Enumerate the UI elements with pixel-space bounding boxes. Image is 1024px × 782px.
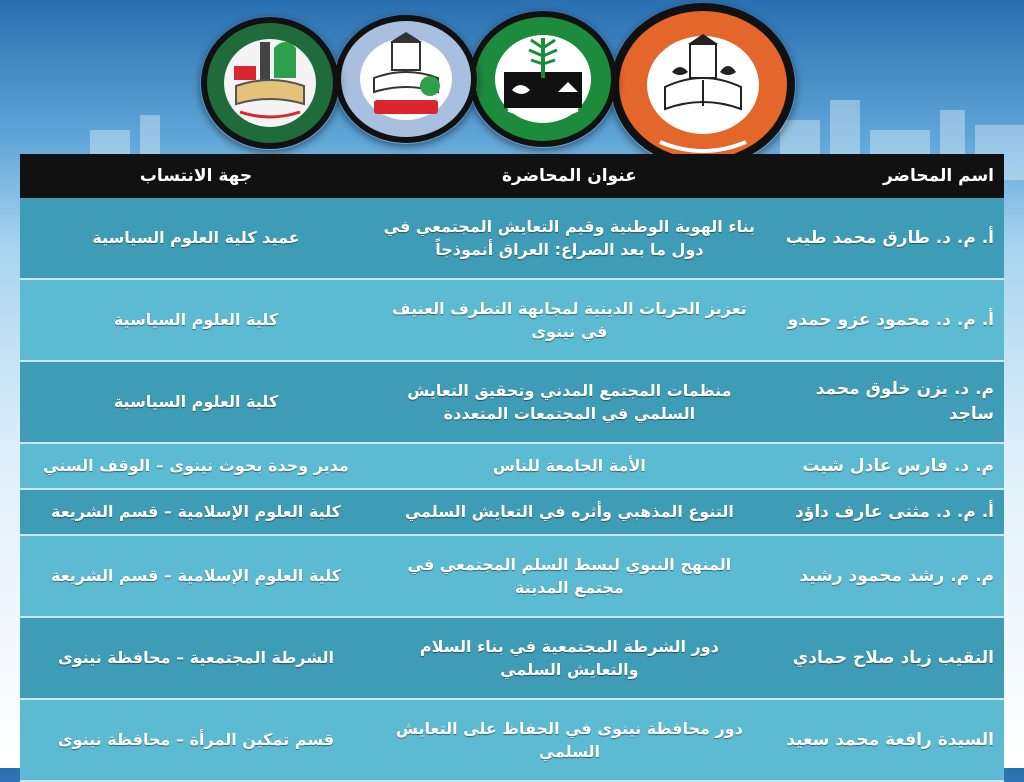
lectures-table: [20, 154, 1004, 782]
lecture-title: التنوع المذهبي وأثره في التعايش السلمي: [372, 490, 767, 536]
header-lecturer-name: اسم المحاضر: [767, 154, 1004, 198]
affiliation: قسم تمكين المرأة – محافظة نينوى: [20, 700, 372, 782]
affiliation: كلية العلوم السياسية: [20, 280, 372, 362]
header-lecture-title: عنوان المحاضرة: [372, 154, 767, 198]
lecturer-name: أ. م. د. مثنى عارف داؤد: [767, 490, 1004, 536]
college-of-islamic-sciences-logo: [200, 16, 340, 150]
university-of-mosul-logo: [610, 2, 796, 168]
table-row: [20, 198, 1004, 280]
lecture-title: منظمات المجتمع المدني وتحقيق التعايش السلمي في المجتمعات المتعددة: [372, 362, 767, 444]
table-row: [20, 700, 1004, 782]
lecture-title: تعزيز الحريات الدينية لمجابهة التطرف العنيف في نينوى: [372, 280, 767, 362]
college-of-agriculture-forestry-logo: [468, 10, 618, 148]
college-of-political-science-logo: [334, 14, 478, 144]
logo-strip: [0, 0, 1024, 170]
lecture-title: المنهج النبوي لبسط السلم المجتمعي في مجتمع المدينة: [372, 536, 767, 618]
affiliation: عميد كلية العلوم السياسية: [20, 198, 372, 280]
lecturer-name: النقيب زياد صلاح حمادي: [767, 618, 1004, 700]
header-affiliation: جهة الانتساب: [20, 154, 372, 198]
affiliation: كلية العلوم الإسلامية – قسم الشريعة: [20, 490, 372, 536]
table-row: [20, 618, 1004, 700]
table-row: [20, 536, 1004, 618]
table-row: [20, 444, 1004, 490]
table-row: [20, 490, 1004, 536]
lecture-title: الأمة الجامعة للناس: [372, 444, 767, 490]
table-row: [20, 280, 1004, 362]
lecturer-name: م. د. فارس عادل شيت: [767, 444, 1004, 490]
lecturer-name: م. د. يزن خلوق محمد ساجد: [767, 362, 1004, 444]
lecturer-name: أ. م. د. طارق محمد طيب: [767, 198, 1004, 280]
affiliation: كلية العلوم الإسلامية – قسم الشريعة: [20, 536, 372, 618]
lecture-title: بناء الهوية الوطنية وقيم التعايش المجتمعي في دول ما بعد الصراع: العراق أنموذجاً: [372, 198, 767, 280]
lecturer-name: م. م. رشد محمود رشيد: [767, 536, 1004, 618]
lecturer-name: السيدة رافعة محمد سعيد: [767, 700, 1004, 782]
affiliation: مدير وحدة بحوث نينوى – الوقف السني: [20, 444, 372, 490]
affiliation: الشرطة المجتمعية – محافظة نينوى: [20, 618, 372, 700]
lecturer-name: أ. م. د. محمود عزو حمدو: [767, 280, 1004, 362]
table-row: [20, 362, 1004, 444]
table-header-row: [20, 154, 1004, 198]
lecture-title: دور محافظة نينوى في الحفاظ على التعايش السلمي: [372, 700, 767, 782]
lecture-title: دور الشرطة المجتمعية في بناء السلام والتعايش السلمي: [372, 618, 767, 700]
affiliation: كلية العلوم السياسية: [20, 362, 372, 444]
